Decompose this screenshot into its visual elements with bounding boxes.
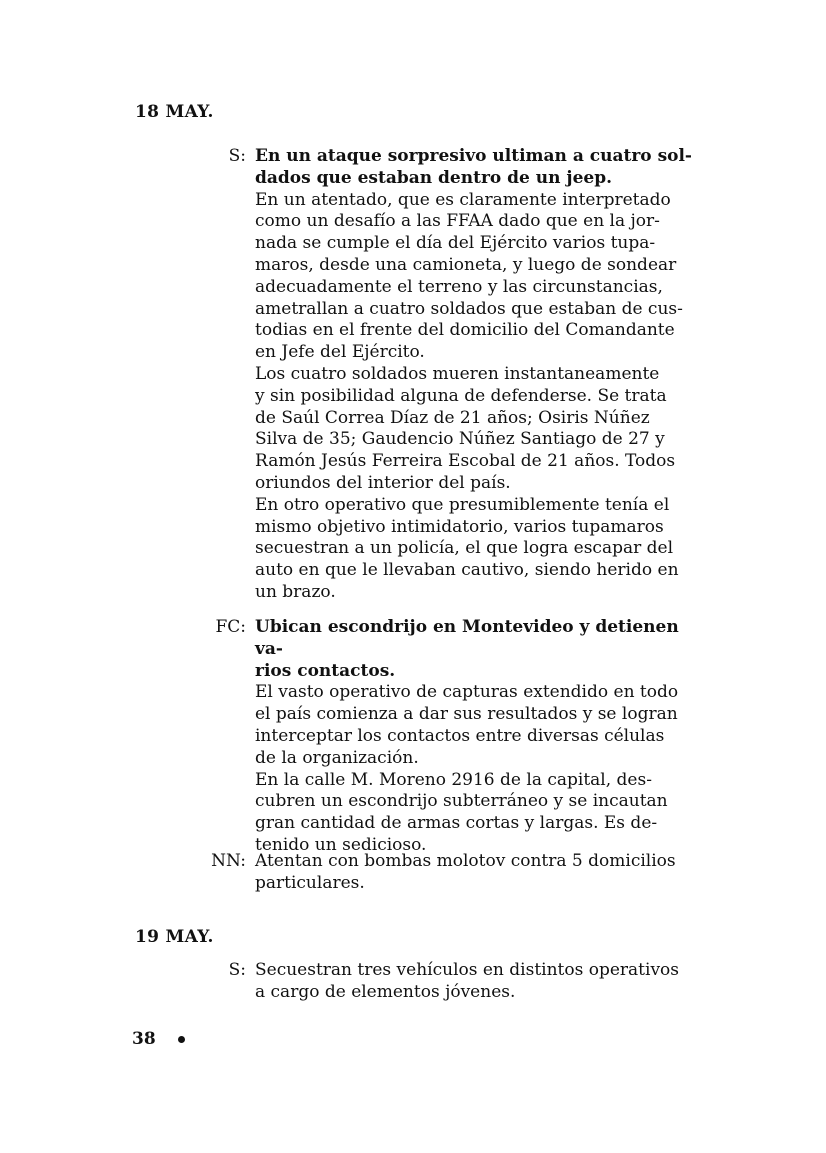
entry-paragraph xyxy=(255,495,695,604)
paragraph-line: El vasto operativo de capturas extendido en todo xyxy=(255,682,679,703)
paragraph-line: cubren un escondrijo subterráneo y se incautan xyxy=(255,791,668,812)
paragraph-line: oriundos del interior del país. xyxy=(255,472,511,493)
entry-s-vehiculos xyxy=(150,960,710,1004)
entry-paragraph xyxy=(255,770,695,857)
entry-body xyxy=(255,851,695,895)
paragraph-line: un brazo. xyxy=(255,581,336,602)
paragraph-line: gran cantidad de armas cortas y largas. Es de- xyxy=(255,813,658,834)
paragraph-line: En la calle M. Moreno 2916 de la capital, des- xyxy=(255,769,652,790)
entry-paragraph xyxy=(255,851,695,895)
date-heading-19-may: 19 MAY. xyxy=(135,927,214,947)
paragraph-line: en Jefe del Ejército. xyxy=(255,342,425,363)
date-heading-18-may: 18 MAY. xyxy=(135,102,214,122)
paragraph-line: Atentan con bombas molotov contra 5 domicilios xyxy=(255,851,676,871)
paragraph-line: el país comienza a dar sus resultados y se logran xyxy=(255,704,678,725)
bullet-icon xyxy=(178,1036,185,1043)
entry-s-jeep xyxy=(150,146,710,604)
paragraph-line: auto en que le llevaban cautivo, siendo herido en xyxy=(255,560,679,581)
paragraph-line: interceptar los contactos entre diversas células xyxy=(255,725,665,746)
entry-code: NN: xyxy=(211,851,246,871)
paragraph-line: mismo objetivo intimidatorio, varios tupamaros xyxy=(255,516,664,537)
entry-headline xyxy=(255,617,695,682)
headline-line: En un ataque sorpresivo ultiman a cuatro sol- xyxy=(255,146,692,166)
paragraph-line: maros, desde una camioneta, y luego de sondear xyxy=(255,254,677,275)
entry-fc-escondrijo xyxy=(150,617,710,857)
headline-line: Ubican escondrijo en Montevideo y detienen va- xyxy=(255,617,679,659)
paragraph-line: como un desafío a las FFAA dado que en la jor- xyxy=(255,211,660,232)
paragraph-line: secuestran a un policía, el que logra escapar del xyxy=(255,538,674,559)
paragraph-line: todias en el frente del domicilio del Comandante xyxy=(255,320,675,341)
paragraph-line: de Saúl Correa Díaz de 21 años; Osiris Núñez xyxy=(255,407,650,428)
entry-code: FC: xyxy=(215,617,246,637)
entry-paragraph xyxy=(255,190,695,364)
entry-nn-molotov xyxy=(150,851,710,895)
paragraph-line: Secuestran tres vehículos en distintos operativos xyxy=(255,960,680,980)
page-footer xyxy=(132,1029,185,1049)
paragraph-line: Ramón Jesús Ferreira Escobal de 21 años. Todos xyxy=(255,451,676,472)
paragraph-line: Los cuatro soldados mueren instantaneamente xyxy=(255,363,660,384)
entry-body xyxy=(255,617,695,857)
paragraph-line: a cargo de elementos jóvenes. xyxy=(255,981,516,1002)
paragraph-line: adecuadamente el terreno y las circunstancias, xyxy=(255,276,663,297)
page-number: 38 xyxy=(132,1029,156,1049)
paragraph-line: ametrallan a cuatro soldados que estaban de cus- xyxy=(255,298,683,319)
entry-code: S: xyxy=(228,146,246,166)
entry-headline xyxy=(255,146,695,190)
paragraph-line: En un atentado, que es claramente interpretado xyxy=(255,189,671,210)
entry-paragraph xyxy=(255,682,695,769)
paragraph-line: de la organización. xyxy=(255,747,419,768)
paragraph-line: particulares. xyxy=(255,872,365,893)
entry-paragraph xyxy=(255,960,695,1004)
paragraph-line: tenido un sedicioso. xyxy=(255,834,427,855)
entry-paragraph xyxy=(255,364,695,495)
paragraph-line: En otro operativo que presumiblemente tenía el xyxy=(255,494,670,515)
entry-code: S: xyxy=(228,960,246,980)
entry-body xyxy=(255,960,695,1004)
paragraph-line: Silva de 35; Gaudencio Núñez Santiago de 27 y xyxy=(255,429,665,450)
entry-body xyxy=(255,146,695,604)
paragraph-line: y sin posibilidad alguna de defenderse. Se trata xyxy=(255,385,667,406)
headline-line: dados que estaban dentro de un jeep. xyxy=(255,167,613,188)
paragraph-line: nada se cumple el día del Ejército varios tupa- xyxy=(255,233,656,254)
headline-line: rios contactos. xyxy=(255,660,396,681)
